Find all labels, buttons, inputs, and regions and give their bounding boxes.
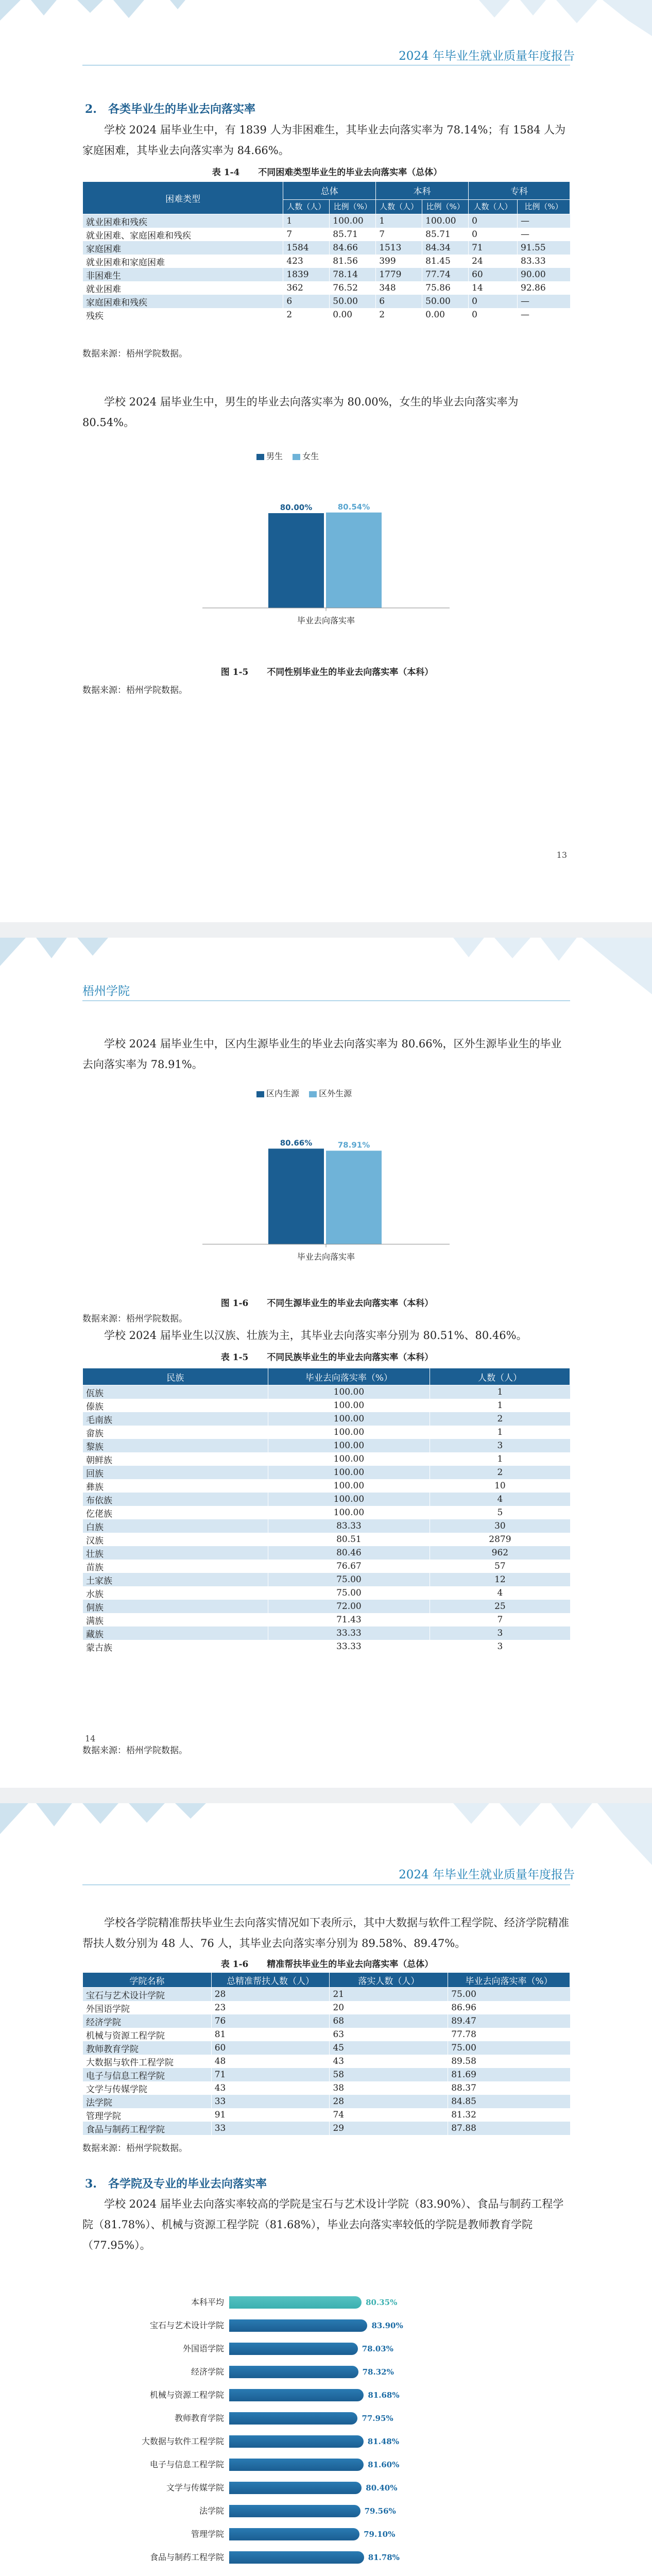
header-count: 人数（人）	[469, 199, 518, 214]
bar-row	[77, 2481, 592, 2495]
paragraph: 学校 2024 届毕业生中，男生的毕业去向落实率为 80.00%，女生的毕业去向落实率为 80.54%。	[82, 396, 519, 429]
paragraph: 学校 2024 届毕业去向落实率较高的学院是宝石与艺术设计学院（83.90%）、食品与制药工程学院（81.78%）、机械与资源工程学院（81.68%），毕业去向落实率较低的学院是教师教育学院（77.95%）。	[82, 2198, 564, 2251]
table-row: 蒙古族 33.33 3	[83, 1640, 570, 1653]
table-row: 食品与制药工程学院 33 29 87.88	[83, 2122, 570, 2135]
table-row: 仡佬族 100.00 5	[83, 1506, 570, 1519]
category-label: 法学院	[199, 2506, 224, 2516]
table-row: 藏族 33.33 3	[83, 1626, 570, 1640]
table-row: 苗族 76.67 57	[83, 1560, 570, 1573]
paragraph: 学校 2024 届毕业生以汉族、壮族为主，其毕业去向落实率分别为 80.51%、80.46%。	[104, 1329, 527, 1342]
page-number: 14	[85, 1734, 96, 1743]
bar-row	[77, 2318, 592, 2333]
table-row: 经济学院 76 68 89.47	[83, 2014, 570, 2028]
average-bar	[229, 2296, 362, 2309]
figure-caption-number: 图 1-6	[220, 1298, 249, 1309]
bar-row	[77, 2458, 592, 2472]
header-rate: 毕业去向落实率（%）	[268, 1368, 430, 1385]
table-caption	[82, 1957, 572, 1970]
table-source: 数据来源：梧州学院数据。	[82, 1745, 187, 1756]
bar-row	[77, 2504, 592, 2518]
table-row: 彝族 100.00 10	[83, 1479, 570, 1493]
table-caption	[82, 165, 572, 178]
header-total: 总体	[283, 182, 376, 200]
section-title: 2. 各类毕业生的毕业去向落实率	[85, 103, 255, 116]
table-row: 壮族 80.46 962	[83, 1546, 570, 1560]
chart-legend	[256, 450, 319, 462]
table-body	[83, 1385, 570, 1654]
page-13	[0, 0, 652, 922]
college-bar	[229, 2435, 364, 2448]
figure-caption-text: 不同性别毕业生的毕业去向落实率（本科）	[267, 667, 434, 677]
header-rate: 毕业去向落实率（%）	[448, 1973, 570, 1988]
table-row: 大数据与软件工程学院 48 43 89.58	[83, 2055, 570, 2068]
table-row: 傣族 100.00 1	[83, 1399, 570, 1412]
chart-bar	[326, 513, 382, 608]
paragraph: 学校各学院精准帮扶毕业生去向落实情况如下表所示，其中大数据与软件工程学院、经济学院精准帮扶人数分别为 48 人、76 人，其毕业去向落实率分别为 89.58%、89.47%。	[82, 1917, 569, 1950]
table-row: 家庭困难 1584 84.66 1513 84.34 71 91.55	[83, 241, 570, 255]
table-caption-number: 表 1-6	[220, 1959, 249, 1970]
targeted-assistance-table	[82, 1972, 570, 2135]
category-label: 管理学院	[191, 2529, 224, 2539]
figure-caption	[82, 1296, 572, 1309]
table-row: 土家族 75.00 12	[83, 1573, 570, 1586]
header-ratio: 比例（%）	[422, 199, 469, 214]
data-label: 81.78%	[368, 2553, 400, 2562]
table-caption-number: 表 1-4	[212, 167, 240, 178]
college-horizontal-bar-chart	[77, 2295, 592, 2576]
x-tick-label: 毕业去向落实率	[297, 616, 355, 625]
college-bar	[229, 2389, 364, 2401]
data-label: 80.35%	[366, 2298, 398, 2307]
table-row: 毛南族 100.00 2	[83, 1412, 570, 1426]
data-label: 79.10%	[364, 2530, 396, 2539]
table-row: 就业困难、家庭困难和残疾 7 85.71 7 85.71 0 —	[83, 228, 570, 241]
table-row: 文学与传媒学院 43 38 88.37	[83, 2081, 570, 2095]
decorative-diamond-pattern	[0, 0, 652, 41]
data-label: 78.32%	[362, 2367, 394, 2377]
category-label: 食品与制药工程学院	[149, 2552, 224, 2562]
figure-caption-text: 不同生源毕业生的毕业去向落实率（本科）	[267, 1298, 434, 1309]
table-row: 管理学院 91 74 81.32	[83, 2108, 570, 2122]
college-bar	[229, 2319, 367, 2332]
data-label: 81.60%	[368, 2460, 400, 2469]
running-head: 2024 年毕业生就业质量年度报告	[399, 49, 575, 63]
legend-label: 女生	[302, 451, 319, 461]
table-row: 汉族 80.51 2879	[83, 1533, 570, 1546]
paragraph: 学校 2024 届毕业生中，区内生源毕业生的毕业去向落实率为 80.66%，区外生源毕业生的毕业去向落实率为 78.91%。	[82, 1038, 562, 1071]
data-label: 81.68%	[368, 2391, 400, 2400]
table-row: 机械与资源工程学院 81 63 77.78	[83, 2028, 570, 2041]
table-row: 非困难生 1839 78.14 1779 77.74 60 90.00	[83, 268, 570, 281]
data-label: 80.54%	[337, 502, 370, 512]
legend-label: 区内生源	[266, 1089, 300, 1098]
category-label: 教师教育学院	[174, 2413, 224, 2423]
header-zhuan: 专科	[469, 182, 570, 200]
page-gap	[0, 922, 652, 938]
table-row: 黎族 100.00 3	[83, 1439, 570, 1452]
bar-row	[77, 2411, 592, 2426]
header-ben: 本科	[376, 182, 469, 200]
header-type: 困难类型	[83, 182, 283, 214]
college-bar	[229, 2505, 361, 2517]
paragraph: 学校 2024 届毕业生中，有 1839 人为非困难生，其毕业去向落实率为 78.14%；有 1584 人为家庭困难，其毕业去向落实率为 84.66%。	[82, 124, 566, 157]
chart-bar	[268, 1148, 324, 1244]
page-14	[0, 938, 652, 1788]
table-row: 教师教育学院 60 45 75.00	[83, 2041, 570, 2055]
category-label: 外国语学院	[182, 2344, 224, 2353]
legend-swatch	[256, 1091, 264, 1097]
x-tick-label: 毕业去向落实率	[297, 1252, 355, 1262]
legend-label: 区外生源	[319, 1089, 352, 1098]
data-label: 77.95%	[362, 2414, 393, 2423]
table-body	[83, 214, 570, 322]
table-row: 外国语学院 23 20 86.96	[83, 2001, 570, 2014]
running-head: 梧州学院	[82, 985, 130, 998]
table-row: 满族 71.43 7	[83, 1613, 570, 1626]
header-count: 人数（人）	[283, 199, 330, 214]
college-bar	[229, 2412, 357, 2425]
college-bar	[229, 2528, 359, 2540]
table-row: 法学院 33 28 84.85	[83, 2095, 570, 2108]
table-row: 就业困难和家庭困难 423 81.56 399 81.45 24 83.33	[83, 255, 570, 268]
figure-source: 数据来源：梧州学院数据。	[82, 1314, 187, 1324]
header-count: 人数（人）	[430, 1368, 570, 1385]
legend-label: 男生	[266, 451, 283, 461]
table-caption-text: 精准帮扶毕业生的毕业去向落实率（总体）	[267, 1959, 434, 1970]
bar-row	[77, 2527, 592, 2541]
college-bar	[229, 2459, 364, 2471]
table-caption-number: 表 1-5	[220, 1352, 249, 1363]
category-label: 经济学院	[191, 2367, 224, 2377]
college-bar	[229, 2343, 358, 2355]
header-college: 学院名称	[83, 1973, 212, 1988]
data-label: 80.66%	[280, 1138, 313, 1148]
table-row: 回族 100.00 2	[83, 1466, 570, 1479]
category-label: 电子与信息工程学院	[149, 2460, 224, 2469]
figure-caption	[82, 665, 572, 677]
chart-legend	[256, 1087, 352, 1099]
page-15	[0, 1803, 652, 2576]
table-caption-text: 不同民族毕业生的毕业去向落实率（本科）	[267, 1352, 434, 1363]
running-head: 2024 年毕业生就业质量年度报告	[399, 1868, 575, 1882]
table-row: 布依族 100.00 4	[83, 1493, 570, 1506]
ethnicity-table	[82, 1368, 570, 1653]
page-gap	[0, 1788, 652, 1803]
chart-bar	[268, 513, 324, 608]
table-row: 畲族 100.00 1	[83, 1426, 570, 1439]
figure-source: 数据来源：梧州学院数据。	[82, 685, 187, 696]
header-total-assisted: 总精准帮扶人数（人）	[211, 1973, 330, 1988]
category-label: 大数据与软件工程学院	[141, 2436, 224, 2446]
data-label: 78.91%	[337, 1140, 370, 1150]
header-ratio: 比例（%）	[518, 199, 570, 214]
figure-caption-number: 图 1-5	[220, 667, 249, 677]
college-bar	[229, 2482, 362, 2494]
table-row: 残疾 2 0.00 2 0.00 0 —	[83, 308, 570, 321]
header-ratio: 比例（%）	[330, 199, 376, 214]
table-row: 水族 75.00 4	[83, 1586, 570, 1600]
table-row: 佤族 100.00 1	[83, 1385, 570, 1399]
header-count: 人数（人）	[376, 199, 422, 214]
page-number: 13	[556, 850, 567, 860]
table-body	[83, 1988, 570, 2136]
table-row: 电子与信息工程学院 71 58 81.69	[83, 2068, 570, 2081]
table-row: 就业困难和残疾 1 100.00 1 100.00 0 —	[83, 214, 570, 228]
gender-bar-chart	[171, 484, 481, 649]
difficulty-type-table	[82, 181, 570, 321]
data-label: 81.48%	[367, 2437, 399, 2446]
table-row: 朝鲜族 100.00 1	[83, 1452, 570, 1466]
table-row: 就业困难 362 76.52 348 75.86 14 92.86	[83, 281, 570, 295]
bar-row	[77, 2550, 592, 2565]
bar-row	[77, 2388, 592, 2402]
header-ethnicity: 民族	[83, 1368, 268, 1385]
table-row: 白族 83.33 30	[83, 1519, 570, 1533]
table-row: 家庭困难和残疾 6 50.00 6 50.00 0 —	[83, 295, 570, 308]
bar-row	[77, 2342, 592, 2356]
table-caption-text: 不同困难类型毕业生的毕业去向落实率（总体）	[258, 167, 442, 178]
bar-row	[77, 2434, 592, 2449]
header-placed: 落实人数（人）	[330, 1973, 448, 1988]
bar-row	[77, 2295, 592, 2310]
decorative-diamond-pattern	[0, 1803, 652, 1870]
table-row: 侗族 72.00 25	[83, 1600, 570, 1613]
table-caption	[82, 1350, 572, 1363]
legend-swatch	[293, 454, 300, 460]
chart-bar	[326, 1151, 382, 1244]
category-label: 宝石与艺术设计学院	[149, 2320, 224, 2330]
data-label: 80.00%	[280, 503, 313, 512]
category-label: 本科平均	[191, 2297, 224, 2307]
table-row: 宝石与艺术设计学院 28 21 75.00	[83, 1988, 570, 2002]
table-source: 数据来源：梧州学院数据。	[82, 349, 187, 359]
data-label: 83.90%	[371, 2321, 403, 2330]
bar-row	[77, 2365, 592, 2379]
category-label: 文学与传媒学院	[166, 2483, 224, 2493]
legend-swatch	[309, 1091, 317, 1097]
college-bar	[229, 2366, 358, 2378]
data-label: 78.03%	[362, 2344, 393, 2353]
legend-swatch	[256, 454, 264, 460]
section-title: 3. 各学院及专业的毕业去向落实率	[85, 2177, 267, 2191]
table-source: 数据来源：梧州学院数据。	[82, 2143, 187, 2154]
data-label: 79.56%	[364, 2506, 396, 2516]
data-label: 80.40%	[366, 2483, 398, 2493]
origin-bar-chart	[171, 1121, 481, 1285]
category-label: 机械与资源工程学院	[149, 2390, 224, 2400]
college-bar	[229, 2551, 364, 2564]
